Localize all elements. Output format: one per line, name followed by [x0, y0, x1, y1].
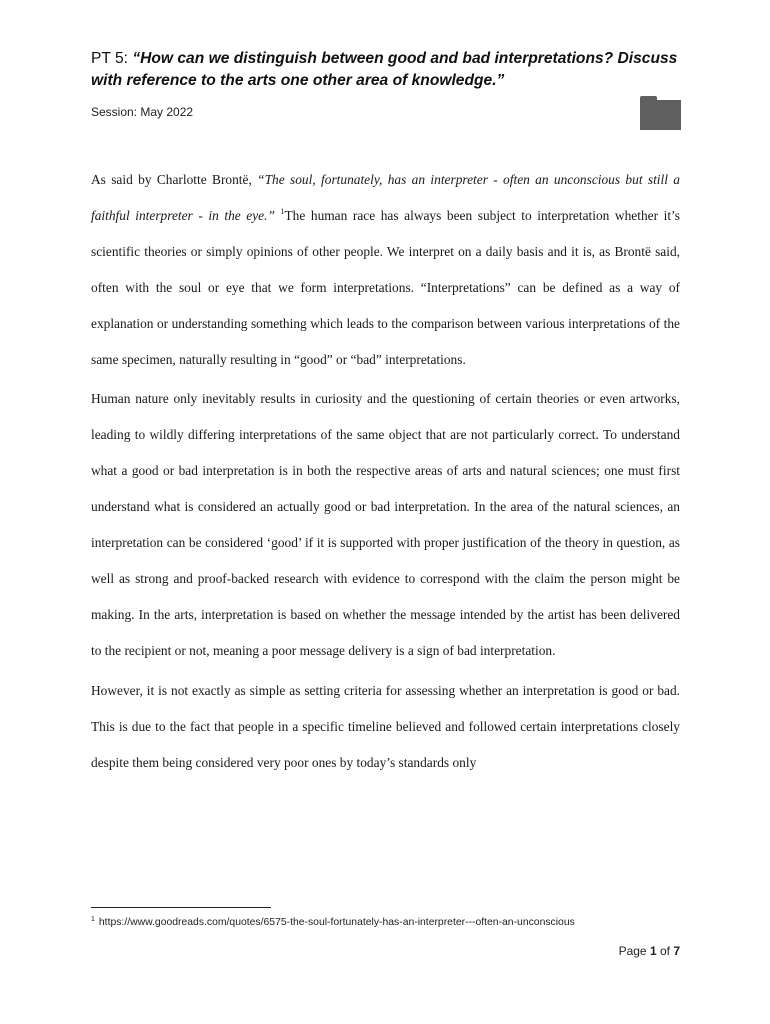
- paragraph-2: Human nature only inevitably results in curiosity and the questioning of certain theories or even artworks, leading to wildly differing interpretations of the same object that are not particularly correct. To understand what a good or bad interpretation is in both the respective areas of arts and natural sciences; one must first understand what is considered an actually good or bad interpretation. In the area of the natural sciences, an interpretation can be considered ‘good’ if it is supported with proper justification of the theory in question, as well as strong and proof-backed research with evidence to correspond with the claim the person might be making. In the arts, interpretation is based on whether the message intended by the artist has been delivered to the recipient or not, meaning a poor message delivery is a sign of bad interpretation.: [91, 391, 680, 658]
- bronte-quote: “The soul, fortunately, has an interpreter - often an unconscious but still a faithful interpreter - in the eye.”: [91, 172, 681, 223]
- page-label: Page: [618, 944, 650, 958]
- footnote-ref[interactable]: 1: [280, 206, 285, 216]
- paragraph-1-lead: As said by Charlotte Brontë,: [91, 172, 258, 187]
- page-title: [91, 48, 691, 92]
- title-prefix: PT 5:: [91, 50, 133, 67]
- session-label: Session: May 2022: [91, 105, 194, 119]
- footnote-link[interactable]: https://www.goodreads.com/quotes/6575-the-soul-fortunately-has-an-interpreter---often-an-unconscious: [98, 917, 575, 928]
- footnote: [91, 916, 711, 928]
- page-number: [619, 944, 680, 958]
- footnote-number: 1: [91, 916, 95, 923]
- paragraph-3: However, it is not exactly as simple as setting criteria for assessing whether an interpretation is good or bad. This is due to the fact that people in a specific timeline believed and followed certain interpretations closely despite them being considered very poor ones by today’s standards only: [91, 682, 680, 770]
- page-current: 1: [649, 944, 657, 958]
- title-question: “How can we distinguish between good and bad interpretations? Discuss with reference to the arts one other area of knowledge.”: [91, 50, 678, 89]
- redaction-block: [640, 100, 681, 130]
- page-total: 7: [673, 944, 680, 958]
- paragraph-1-rest: The human race has always been subject to interpretation whether it’s scientific theories or simply opinions of other people. We interpret on a daily basis and it is, as Brontë said, often with the soul or eye that we form interpretations. “Interpretations” can be defined as a way of explanation or understanding something which leads to the comparison between various interpretations of the same specimen, naturally resulting in “good” or “bad” interpretations.: [91, 207, 680, 367]
- essay-body: [91, 162, 680, 784]
- paragraph-1: [91, 162, 680, 377]
- page-of: of: [656, 944, 674, 958]
- footnote-divider: [91, 907, 271, 908]
